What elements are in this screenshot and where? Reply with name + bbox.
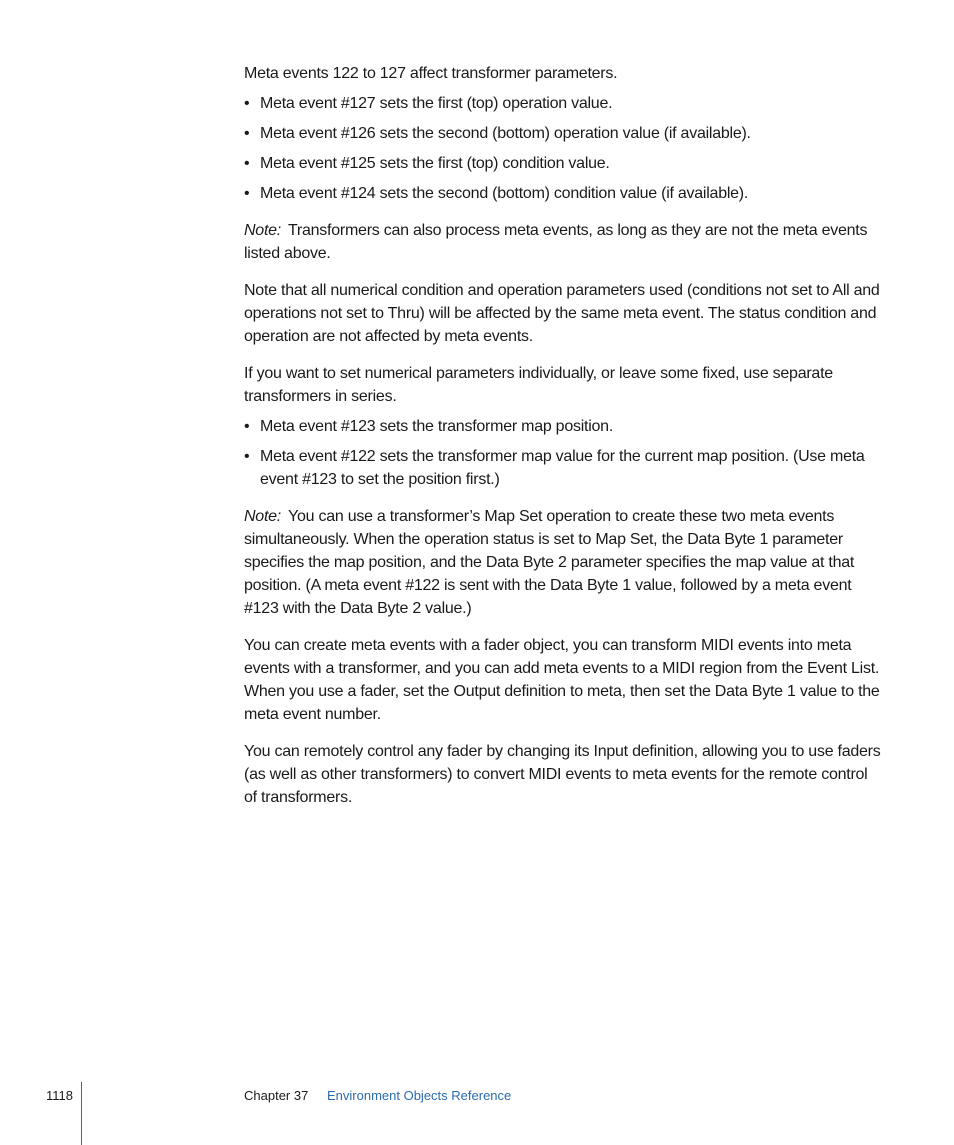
chapter-label: Chapter 37 (244, 1088, 309, 1103)
list-item (244, 152, 884, 175)
page-footer (0, 1086, 954, 1145)
bullet-icon: • (244, 95, 250, 112)
body-paragraph: You can remotely control any fader by changing its Input definition, allowing you to use faders (as well as other transformers) to convert MIDI events to meta events for the remote control of transformers. (244, 743, 881, 806)
note-label: Note: (244, 222, 281, 239)
note-paragraph (244, 219, 884, 265)
body-paragraph: Note that all numerical condition and operation parameters used (conditions not set to All and operations not set to Thru) will be affected by the same meta event. The status condition and operation are not affected by meta events. (244, 282, 880, 345)
list-item (244, 92, 884, 115)
bullet-list-map-events (244, 415, 884, 491)
bullet-icon: • (244, 125, 250, 142)
intro-paragraph: Meta events 122 to 127 affect transformer parameters. (244, 65, 618, 82)
list-item-text: Meta event #127 sets the first (top) operation value. (260, 95, 613, 112)
bullet-icon: • (244, 448, 250, 465)
list-item-text: Meta event #124 sets the second (bottom) condition value (if available). (260, 185, 749, 202)
bullet-icon: • (244, 155, 250, 172)
list-item (244, 122, 884, 145)
bullet-list-meta-events (244, 92, 884, 205)
note-paragraph (244, 505, 884, 620)
chapter-title-link[interactable]: Environment Objects Reference (327, 1088, 512, 1103)
page-number: 1118 (46, 1088, 73, 1103)
note-text: You can use a transformer’s Map Set operation to create these two meta events simultaneously. When the operation status is set to Map Set, the Data Byte 1 parameter specifies the map position, and the Data Byte 2 parameter specifies the map value at that position. (A meta event #122 is sent with the Data Byte 1 value, followed by a meta event #123 with the Data Byte 2 value.) (244, 508, 855, 617)
list-item-text: Meta event #126 sets the second (bottom) operation value (if available). (260, 125, 751, 142)
list-item-text: Meta event #125 sets the first (top) condition value. (260, 155, 610, 172)
list-item (244, 445, 884, 491)
bullet-icon: • (244, 418, 250, 435)
note-text: Transformers can also process meta events, as long as they are not the meta events listed above. (244, 222, 868, 262)
list-item (244, 182, 884, 205)
list-item-text: Meta event #123 sets the transformer map position. (260, 418, 614, 435)
list-item (244, 415, 884, 438)
body-paragraph: If you want to set numerical parameters individually, or leave some fixed, use separate transformers in series. (244, 365, 833, 405)
note-label: Note: (244, 508, 281, 525)
bullet-icon: • (244, 185, 250, 202)
footer-divider (81, 1082, 82, 1145)
page-body (244, 62, 884, 823)
body-paragraph: You can create meta events with a fader object, you can transform MIDI events into meta events with a transformer, and you can add meta events to a MIDI region from the Event List. When you use a fader, set the Output definition to meta, then set the Data Byte 1 value to the meta event number. (244, 637, 880, 723)
list-item-text: Meta event #122 sets the transformer map value for the current map position. (Use meta event #123 to set the position first.) (260, 448, 865, 488)
